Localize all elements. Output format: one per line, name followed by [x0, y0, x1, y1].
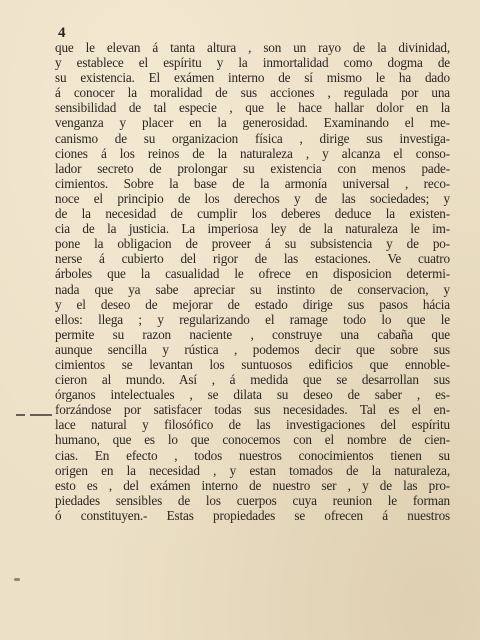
text-line: venganza y placer en la generosidad. Examinando el me- [55, 115, 450, 131]
text-line: esto es , del exámen interno de nuestro ser , y de las pro- [55, 477, 450, 493]
text-line: de la necesidad de cumplir los deberes deduce la existen- [55, 206, 450, 222]
text-line: cimientos. Sobre la base de la armonía universal , reco- [55, 175, 450, 191]
text-line: árboles que la casualidad le ofrece en disposicion determi- [55, 266, 450, 282]
text-line: y establece el espíritu y la inmortalidad como dogma de [55, 55, 450, 71]
text-line: nerse á cubierto del rigor de las estaciones. Ve cuatro [55, 251, 450, 267]
text-line: á conocer la moralidad de sus acciones , regulada por una [55, 85, 450, 101]
text-line: lador secreto de prolongar su existencia con menos pade- [55, 160, 450, 176]
margin-mark [30, 414, 52, 416]
text-line: que le elevan á tanta altura , son un rayo de la divinidad, [55, 40, 450, 55]
text-line: origen en la necesidad , y estan tomados de la naturaleza, [55, 462, 450, 478]
text-line: cia de la justicia. La imperiosa ley de la naturaleza le im- [55, 221, 450, 237]
page-number: 4 [58, 25, 66, 41]
text-line: sensibilidad de tal especie , que le hace hallar dolor en la [55, 100, 450, 116]
body-text [55, 40, 450, 523]
paper-speck [14, 578, 20, 581]
text-line: y el deseo de mejorar de estado dirige sus pasos hácia [55, 296, 450, 312]
text-line: cimientos se levantan los suntuosos edificios que ennoble- [55, 356, 450, 372]
text-line: canismo de su organizacion física , dirige sus investiga- [55, 130, 450, 146]
text-line: cias. En efecto , todos nuestros conocimientos tienen su [55, 447, 450, 463]
text-line: noce el principio de los derechos y de las sociedades; y [55, 190, 450, 206]
text-line: nada que ya sabe apreciar su instinto de conservacion, y [55, 281, 450, 297]
text-line: ellos: llega ; y regularizando el ramage todo lo que le [55, 311, 450, 327]
text-line: forzándose por satisfacer todas sus necesidades. Tal es el en- [55, 402, 450, 418]
text-line: órganos intelectuales , se dilata su deseo de saber , es- [55, 387, 450, 403]
text-line: humano, que es lo que conocemos con el nombre de cien- [55, 432, 450, 448]
text-line: pone la obligacion de proveer á su subsistencia y de po- [55, 236, 450, 252]
text-line: ó constituyen.- Estas propiedades se ofrecen á nuestros [55, 507, 450, 523]
text-line: piedades sensibles de los cuerpos cuya reunion le forman [55, 492, 450, 508]
text-line: cieron al mundo. Así , á medida que se desarrollan sus [55, 372, 450, 388]
text-line: aunque sencilla y rústica , podemos decir que sobre sus [55, 341, 450, 357]
text-line: lace natural y filosófico de las investigaciones del espíritu [55, 417, 450, 433]
text-line: su existencia. El exámen interno de sí mismo le ha dado [55, 70, 450, 86]
text-line: permite su razon naciente , construye una cabaña que [55, 326, 450, 342]
text-line: ciones á los reinos de la naturaleza , y alcanza el conso- [55, 145, 450, 161]
